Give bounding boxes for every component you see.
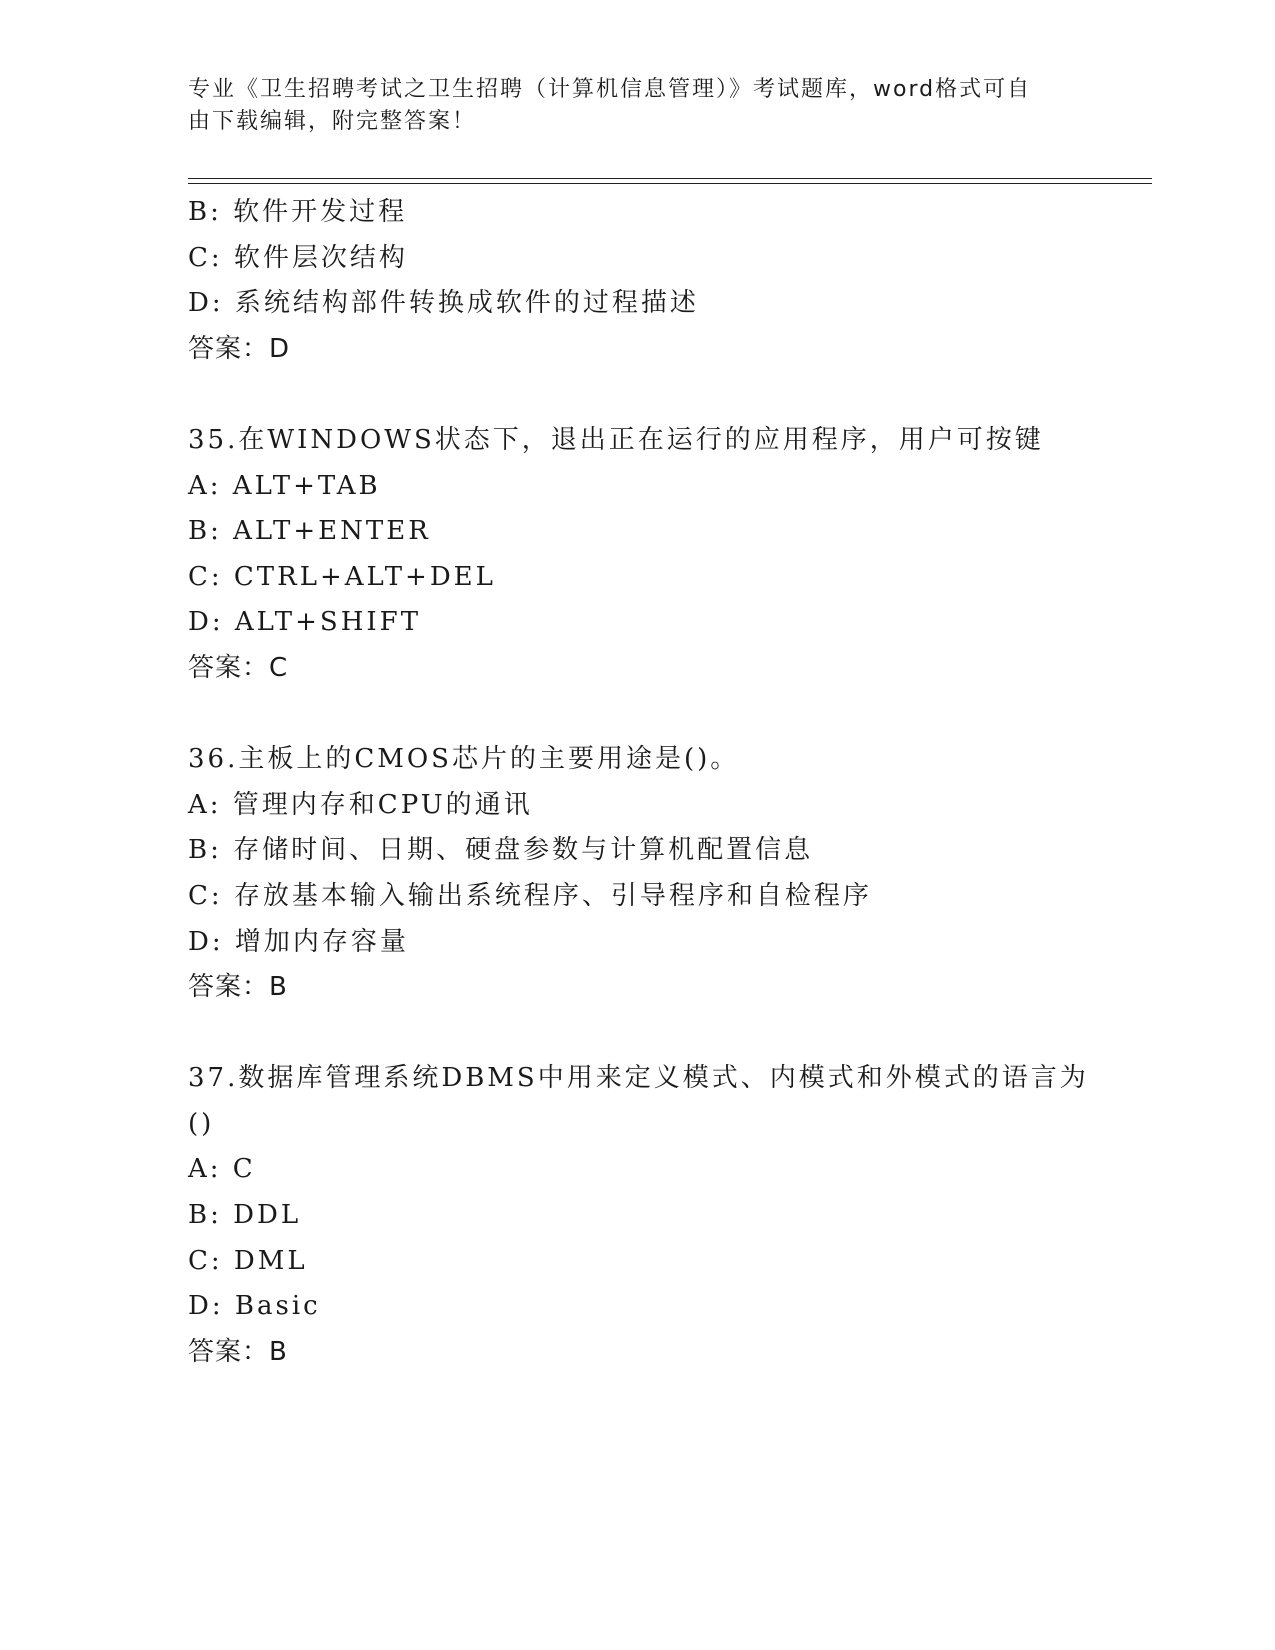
spacer: [188, 1011, 1088, 1057]
option-a: A: 管理内存和CPU的通讯: [188, 789, 533, 820]
question-block-partial: [188, 190, 1088, 372]
question-text: 36.主板上的CMOS芯片的主要用途是()。: [188, 744, 740, 775]
question-text-line-2: (): [188, 1108, 215, 1139]
option-a: A: C: [188, 1154, 256, 1185]
option-b: B: 存储时间、日期、硬盘参数与计算机配置信息: [188, 835, 814, 866]
spacer: [188, 372, 1088, 418]
option-b: B: ALT+ENTER: [188, 516, 431, 547]
question-text: 35.在WINDOWS状态下，退出正在运行的应用程序，用户可按键: [188, 424, 1044, 455]
header-line-1: 专业《卫生招聘考试之卫生招聘（计算机信息管理）》考试题库，word格式可自: [188, 77, 1032, 102]
answer-label: 答案：B: [188, 972, 288, 1003]
spacer: [188, 692, 1088, 738]
option-d: D: 增加内存容量: [188, 926, 409, 957]
question-block-37: [188, 1056, 1088, 1375]
document-header: [188, 74, 1088, 138]
header-divider-bottom: [188, 183, 1152, 184]
option-b: B: 软件开发过程: [188, 197, 408, 227]
option-a: A: ALT+TAB: [188, 470, 381, 501]
option-c: C: 软件层次结构: [188, 242, 408, 273]
option-c: C: CTRL+ALT+DEL: [188, 561, 496, 592]
option-c: C: DML: [188, 1245, 308, 1276]
option-d: D: 系统结构部件转换成软件的过程描述: [188, 288, 699, 319]
option-c: C: 存放基本输入输出系统程序、引导程序和自检程序: [188, 880, 872, 911]
answer-label: 答案：C: [188, 652, 289, 683]
answer-label: 答案：D: [188, 333, 291, 364]
header-line-2: 由下载编辑，附完整答案！: [188, 109, 477, 134]
option-b: B: DDL: [188, 1200, 302, 1231]
question-block-36: [188, 737, 1088, 1011]
question-block-35: [188, 418, 1088, 692]
option-d: D: ALT+SHIFT: [188, 607, 422, 638]
question-list: [188, 190, 1088, 1375]
header-divider-top: [188, 178, 1152, 179]
option-d: D: Basic: [188, 1291, 321, 1322]
answer-label: 答案：B: [188, 1336, 288, 1367]
question-text-line-1: 37.数据库管理系统DBMS中用来定义模式、内模式和外模式的语言为: [188, 1063, 1089, 1094]
